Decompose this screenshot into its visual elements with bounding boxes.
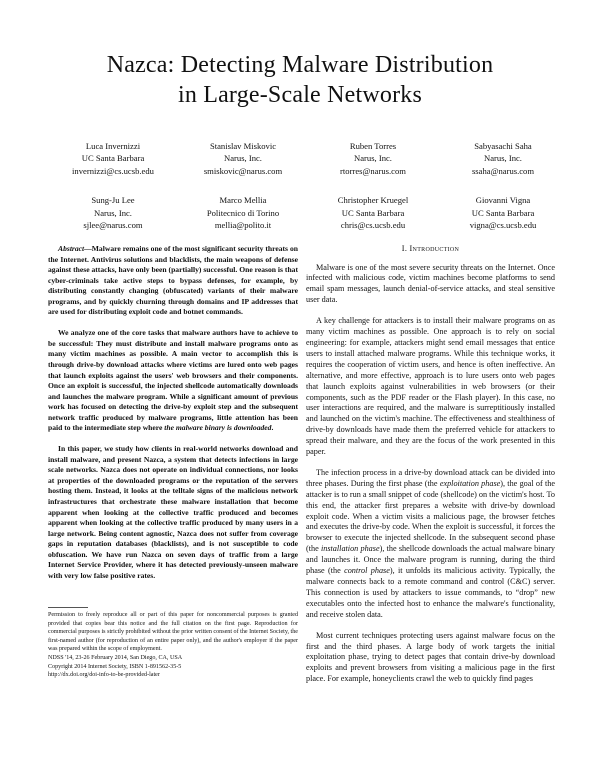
section-heading <box>306 244 555 255</box>
term-exploitation-phase: exploitation phase <box>439 478 501 488</box>
author-name: Ruben Torres <box>349 141 397 151</box>
intro-text: The infection process in a drive-by download attack can be divided into three phases. During the first phase (the <box>306 467 555 488</box>
intro-paragraph: Malware is one of the most severe security threats on the Internet. Once infected with malicious code, victim machines become platforms to send email spam messages, launch denial-of-service attacks, and steal sensitive user data. <box>306 262 555 305</box>
abstract-text: We analyze one of the core tasks that malware authors have to achieve to be successful: They must distribute and install malware programs onto as many victim machines as possible. A main vector to accomplish this is through drive-by download attacks where victims are lured onto web pages that launch exploits against the users' web browsers and their components. Once an exploit is successful, the injected shellcode automatically downloads and launches the malware program. While a significant amount of previous work has focused on detecting the drive-by exploit step and the subsequent network traffic produced by malware programs, little attention has been paid to the intermediate step where <box>48 328 298 433</box>
author-block <box>48 140 568 231</box>
introduction-column <box>306 244 555 695</box>
abstract-column <box>48 244 298 592</box>
author-email: mellia@polito.it <box>214 220 272 231</box>
author-affiliation: Narus, Inc. <box>94 207 132 218</box>
author-email: rtorres@narus.com <box>340 165 406 176</box>
author <box>48 140 178 177</box>
intro-paragraph: A key challenge for attackers is to install their malware programs on as many victim machines as possible. One approach is to rely on social engineering: for example, attackers might send email messages that entice users to install attached malware programs. While this technique works, it requires the cooperation of victim users, and hence is often ineffective. An alternative, and more effective, approach is to lure users onto web pages that launch exploits against vulnerabilities in web browsers (or their components, such as the PDF reader or the Flash player). In this case, no user interactions are required, and the malware is surreptitiously installed and launched on the victim's machine. The effectiveness and stealthiness of drive-by downloads have made them the preferred vehicle for attackers to spread their malware, and they are the focus of the work presented in this paper. <box>306 316 555 457</box>
term-control-phase: control phase <box>344 566 390 576</box>
author <box>438 194 568 231</box>
abstract-text: In this paper, we study how clients in real-world networks download and install malware, and present Nazca, a system that detects infections in large scale networks. Nazca does not operate on individual connections, nor looks at properties of the downloaded programs or the reputation of the servers hosting them. Instead, it looks at the telltale signs of the malicious network infrastructures that orchestrate these malware installation that become apparent when looking at the collective traffic produced and becomes apparent when looking at the collective traffic produced by many users in a large network. Being content agnostic, Nazca does not suffer from coverage gaps in reputation databases (blacklists), and is not susceptible to code obfuscation. We have run Nazca on seven days of traffic from a large Internet Service Provider, where it has detected previously-unseen malware with very low false positive rates. <box>48 444 298 580</box>
author <box>48 194 178 231</box>
author <box>178 140 308 177</box>
author-name: Luca Invernizzi <box>85 141 141 151</box>
author-email: vigna@cs.ucsb.edu <box>469 220 537 231</box>
author-email: chris@cs.ucsb.edu <box>340 220 406 231</box>
author-name: Marco Mellia <box>219 195 267 206</box>
author-affiliation: Narus, Inc. <box>354 153 392 164</box>
author-affiliation: UC Santa Barbara <box>81 153 145 164</box>
abstract-emphasis: the malware binary is downloaded <box>164 423 272 433</box>
abstract-text: Malware remains one of the most significant security threats on the Internet. Antivirus solutions and blacklists, the main weapons of defense against these attacks, have only been (partially) successful. One reason is that cyber-criminals take active steps to bypass defenses, for example, by distributing constantly changing (obfuscated) variants of their malware programs, and by quickly churning through domains and IP addresses that are used for distributing exploit code and botnet commands. <box>48 244 298 317</box>
author <box>308 140 438 177</box>
author-name: Sabyasachi Saha <box>474 141 532 151</box>
author-name: Giovanni Vigna <box>475 195 531 206</box>
abstract-paragraph: We analyze one of the core tasks that malware authors have to achieve to be successful: They must distribute and install malware programs onto as many victim machines as possible. A main vector to accomplish this is through drive-by download attacks where victims are lured onto web pages that launch exploits against the users' web browsers and their components. Once an exploit is successful, the injected shellcode automatically downloads and launches the malware program. While a significant amount of previous work has focused on detecting the drive-by exploit step and the subsequent network traffic produced by malware programs, little attention has been paid to the intermediate step where the malware binary is downloaded. <box>48 328 298 433</box>
section-number: I. <box>401 244 408 253</box>
term-installation-phase: installation phase <box>320 544 380 554</box>
author-email: sjlee@narus.com <box>83 220 143 231</box>
intro-text: ), it unfolds its malicious activity. Typically, the malware connects back to a remote command and control (C&C) server. This connection is used by attackers to issue commands, to “drop” new executables onto the infected host to enhance the malware's functionality, and receive stolen data. <box>306 566 555 619</box>
author-email: smiskovic@narus.com <box>203 165 283 176</box>
author <box>308 194 438 231</box>
copyright-line: Copyright 2014 Internet Society, ISBN 1-891562-35-5 <box>48 663 182 670</box>
copyright-notice <box>48 611 298 680</box>
title-line-2: in Large-Scale Networks <box>177 82 423 108</box>
conference-line: NDSS '14, 23-26 February 2014, San Diego, CA, USA <box>48 654 183 661</box>
author-name: Stanislav Miskovic <box>209 141 277 151</box>
footnote-rule <box>48 607 88 608</box>
author-affiliation: Politecnico di Torino <box>206 207 280 218</box>
author-affiliation: UC Santa Barbara <box>341 207 405 218</box>
title-line-1: Nazca: Detecting Malware Distribution <box>106 52 494 78</box>
author-email: invernizzi@cs.ucsb.edu <box>72 165 154 176</box>
doi-line: http://dx.doi.org/doi-info-to-be-provided-later <box>48 672 160 679</box>
author <box>178 194 308 231</box>
author-affiliation: Narus, Inc. <box>484 153 522 164</box>
permission-text: Permission to freely reproduce all or part of this paper for noncommercial purposes is granted provided that copies bear this notice and the full citation on the first page. Reproduction for commercial purposes is strictly prohibited without the prior written consent of the Internet Society, the first-named author (for reproduction of an entire paper only), and the author's employer if the paper was prepared within the scope of employment. <box>48 612 298 653</box>
author-email: ssaha@narus.com <box>471 165 535 176</box>
author-affiliation: Narus, Inc. <box>224 153 262 164</box>
author <box>438 140 568 177</box>
author-name: Christopher Kruegel <box>337 195 409 206</box>
intro-paragraph <box>306 468 555 621</box>
author-name: Sung-Ju Lee <box>91 195 135 206</box>
abstract-label: Abstract <box>58 244 85 253</box>
section-title: Introduction <box>409 244 460 253</box>
intro-paragraph: Most current techniques protecting users against malware focus on the first and the third phases. A large body of work targets the initial exploitation phase, trying to detect pages that contain drive-by download exploits and prevent browsers from visiting a malicious page in the first place. For example, honeyclients crawl the web to quickly find pages <box>306 630 555 684</box>
abstract-paragraph <box>48 444 298 581</box>
abstract-paragraph: Abstract—Malware remains one of the most significant security threats on the Internet. Antivirus solutions and blacklists, the main weapons of defense against these attacks, have only been (partially) successful. One reason is that cyber-criminals take active steps to bypass defenses, for example, by distributing constantly changing (obfuscated) variants of their malware programs, and by quickly churning through domains and IP addresses that are used for distributing exploit code and botnet commands. <box>48 244 298 317</box>
paper-title <box>0 50 600 110</box>
intro-text: ), the goal of the attacker is to run a small snippet of code (shellcode) on the victim's host. To this end, the attacker first prepares a website with drive-by download exploit code. When a victim visits a malicious page, the browser fetches and executes the drive-by code. When the exploit is successful, it forces the browser to execute the injected shellcode. In the subsequent second phase (the <box>306 478 556 554</box>
intro-text: ), the shellcode downloads the actual malware binary and launches it. Once the malware program is running, during the third phase (the <box>306 544 556 576</box>
author-affiliation: UC Santa Barbara <box>471 207 535 218</box>
